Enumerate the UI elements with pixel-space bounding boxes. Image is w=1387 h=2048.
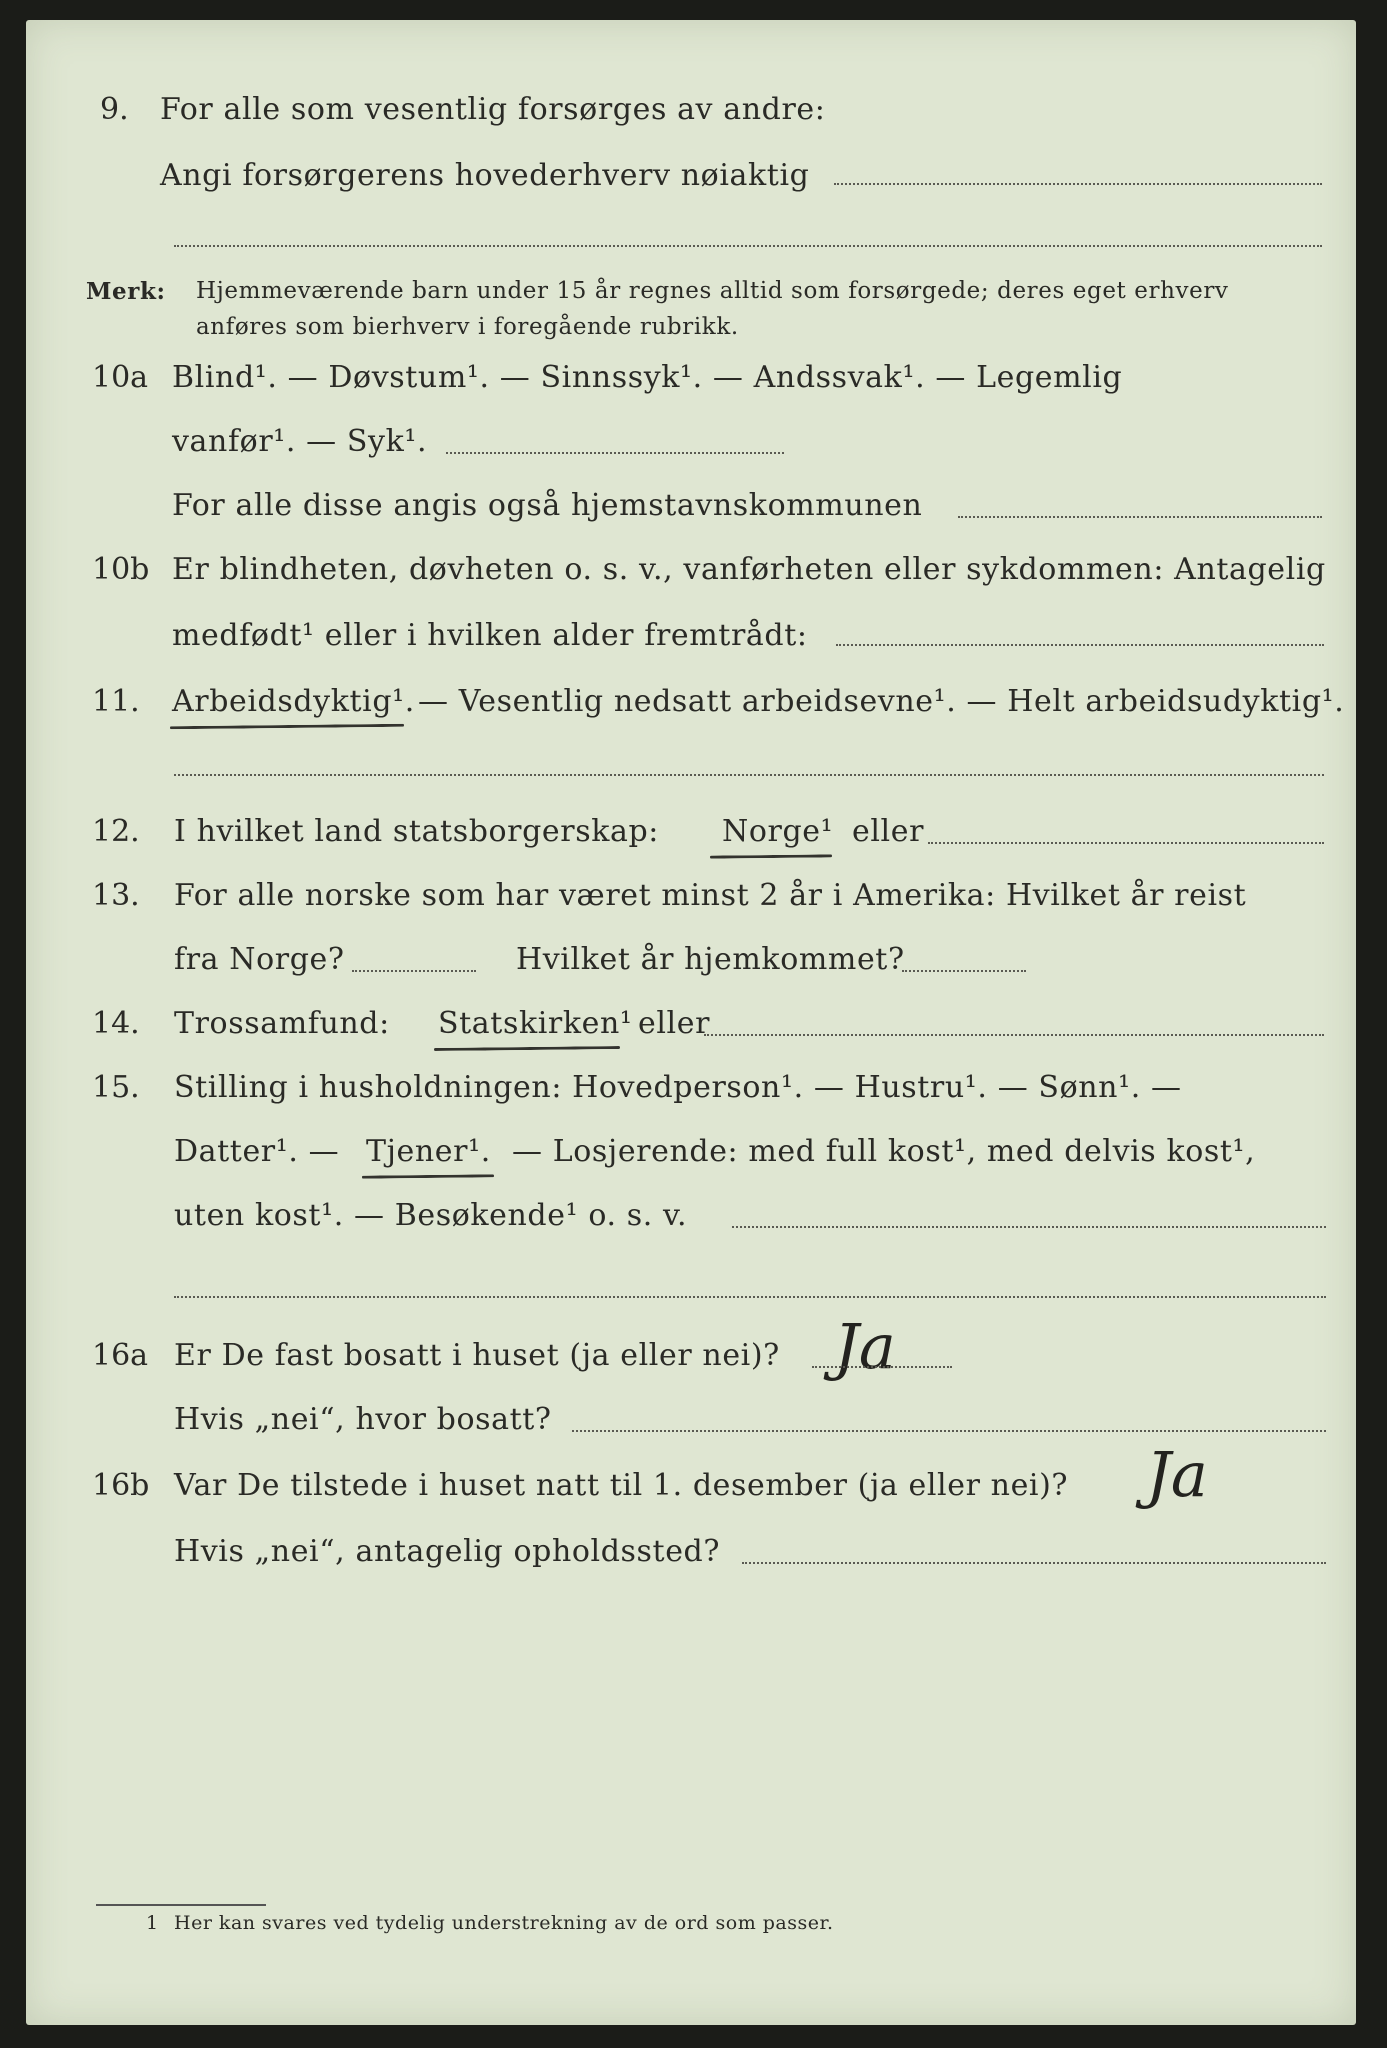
q11-number: 11. (92, 684, 140, 719)
q9-answer-line (834, 183, 1322, 185)
q11-rest: — Vesentlig nedsatt arbeidsevne¹. — Helt arbeidsudyktig¹. (418, 684, 1345, 719)
q13-number: 13. (92, 878, 140, 913)
q12-option-norge: Norge¹ (722, 814, 834, 849)
q14-answer-line (704, 1034, 1324, 1036)
q13-line2a: fra Norge? (174, 942, 345, 977)
footnote-rule (96, 1904, 266, 1906)
q16a-answer-line (812, 1366, 952, 1368)
q14-suffix: eller (638, 1006, 711, 1041)
q16b-number: 16b (92, 1468, 150, 1503)
q14-number: 14. (92, 1006, 140, 1041)
q11-answer-line (174, 774, 1324, 776)
q15-line1: Stilling i husholdningen: Hovedperson¹. — Hustru¹. — Sønn¹. — (174, 1070, 1182, 1105)
merk-line1: Hjemmeværende barn under 15 år regnes alltid som forsørgede; deres eget erhverv (196, 278, 1229, 304)
q10a-line2: vanfør¹. — Syk¹. (172, 424, 428, 459)
q15-line2b: — Losjerende: med full kost¹, med delvis kost¹, (512, 1134, 1256, 1169)
q15-number: 15. (92, 1070, 140, 1105)
q9-number: 9. (100, 92, 129, 127)
merk-label: Merk: (86, 278, 166, 305)
census-form-page (26, 20, 1356, 2025)
q10a-number: 10a (92, 360, 149, 395)
q12-suffix: eller (852, 814, 925, 849)
q15-option-tjener: Tjener¹. (366, 1134, 491, 1169)
q15-line2a: Datter¹. — (174, 1134, 340, 1169)
q10b-number: 10b (92, 552, 150, 587)
q9-answer-line-2 (174, 245, 1322, 247)
q10a-hometown-line (958, 516, 1322, 518)
q12-prefix: I hvilket land statsborgerskap: (174, 814, 659, 849)
q16a-line2: Hvis „nei“, hvor bosatt? (174, 1402, 552, 1437)
q15-underline-mark (362, 1174, 494, 1178)
footnote-mark: 1 (146, 1912, 159, 1934)
q11-option-arbeidsdyktig: Arbeidsdyktig¹. (172, 684, 415, 719)
q9-line2: Angi forsørgerens hovederhverv nøiaktig (160, 158, 810, 193)
q10b-line1: Er blindheten, døvheten o. s. v., vanførheten eller sykdommen: Antagelig (172, 552, 1326, 587)
q10b-line2: medfødt¹ eller i hvilken alder fremtrådt: (172, 618, 808, 653)
q12-underline-mark (710, 854, 832, 858)
q16b-location-line (742, 1562, 1326, 1564)
q10b-answer-line (836, 644, 1324, 646)
q16a-line1: Er De fast bosatt i huset (ja eller nei)? (174, 1338, 780, 1373)
q15-line3: uten kost¹. — Besøkende¹ o. s. v. (174, 1198, 688, 1233)
q15-answer-line (732, 1226, 1326, 1228)
q16b-line1: Var De tilstede i huset natt til 1. desember (ja eller nei)? (174, 1468, 1069, 1503)
q10a-line1: Blind¹. — Døvstum¹. — Sinnssyk¹. — Andssvak¹. — Legemlig (172, 360, 1123, 395)
q13-line1: For alle norske som har været minst 2 år i Amerika: Hvilket år reist (174, 878, 1247, 913)
q14-prefix: Trossamfund: (174, 1006, 390, 1041)
q12-number: 12. (92, 814, 140, 849)
q10a-line3: For alle disse angis også hjemstavnskommunen (172, 488, 923, 523)
q13-left-year-line (352, 970, 476, 972)
q16a-number: 16a (92, 1338, 149, 1373)
q16b-line2: Hvis „nei“, antagelig opholdssted? (174, 1534, 721, 1569)
q16b-handwritten-answer: Ja (1146, 1438, 1208, 1511)
q11-underline-mark (170, 724, 404, 729)
q16a-residence-line (572, 1430, 1326, 1432)
merk-line2: anføres som bierhverv i foregående rubrikk. (196, 314, 739, 340)
q14-option-statskirken: Statskirken¹ (438, 1006, 633, 1041)
q14-underline-mark (434, 1046, 620, 1051)
q12-answer-line (928, 842, 1324, 844)
q9-line1: For alle som vesentlig forsørges av andre: (160, 92, 826, 127)
q15-answer-line-2 (174, 1296, 1326, 1298)
q13-line2b: Hvilket år hjemkommet? (516, 942, 905, 977)
q10a-answer-line (446, 452, 784, 454)
q13-return-year-line (902, 970, 1026, 972)
q16a-handwritten-answer: Ja (834, 1310, 896, 1383)
footnote-text: Her kan svares ved tydelig understrekning av de ord som passer. (174, 1912, 834, 1934)
